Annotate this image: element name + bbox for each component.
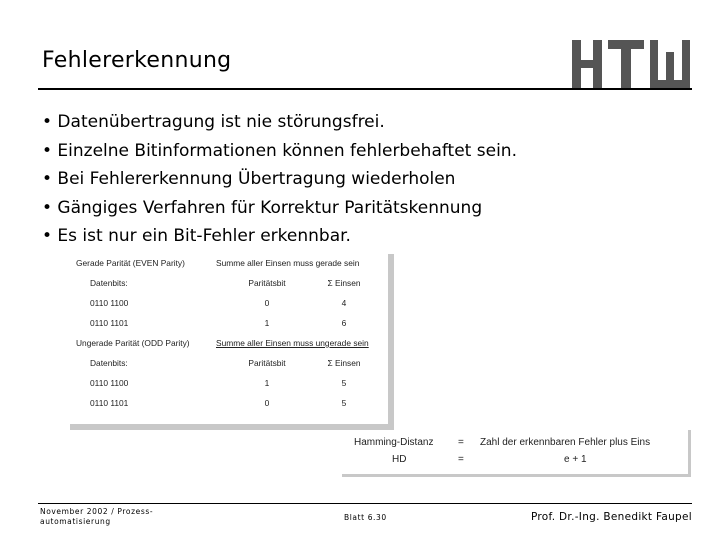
parity-cell: 0 [264,298,270,308]
table-row [70,298,388,312]
hd-formula: e + 1 [564,454,587,465]
odd-rule: Summe aller Einsen muss ungerade sein [216,338,369,348]
even-heading-row [70,258,388,272]
parity-table [70,254,394,430]
title-divider [38,88,692,90]
bullet-item: • Datenübertragung ist nie störungsfrei. [42,112,385,132]
bits-cell: 0110 1100 [90,378,129,388]
sum-cell: 5 [341,398,347,408]
even-rule: Summe aller Einsen muss gerade sein [216,258,360,268]
odd-heading-row [70,338,388,352]
even-heading: Gerade Parität (EVEN Parity) [76,258,185,268]
hd-equals: = [458,454,464,465]
bits-cell: 0110 1101 [90,398,129,408]
table-row [70,378,388,392]
parity-cell: 1 [264,378,270,388]
bullet-item: • Einzelne Bitinformationen können fehlerbehaftet sein. [42,140,517,161]
hamming-distance-box [342,430,691,477]
table-row [70,318,388,332]
odd-header-row [70,358,388,372]
bits-cell: 0110 1100 [90,298,129,308]
einsen-label: Σ Einsen [327,358,361,368]
datenbits-label: Datenbits: [90,278,128,288]
paritaetsbit-label: Paritätsbit [248,358,286,368]
footer-author: Prof. Dr.-Ing. Benedikt Faupel [530,511,692,523]
sum-cell: 4 [341,298,347,308]
footer-date-line2: automatisierung [40,517,111,526]
bullet-item: • Gängiges Verfahren für Korrektur Paritätskennung [42,197,483,218]
bullet-item: • Bei Fehlererkennung Übertragung wiederholen [42,169,456,189]
parity-cell: 1 [264,318,270,328]
htw-logo [570,38,692,90]
bullet-item: • Es ist nur ein Bit-Fehler erkennbar. [42,226,351,246]
footer-divider [38,503,692,504]
even-header-row [70,278,388,292]
paritaetsbit-label: Paritätsbit [248,278,286,288]
footer-date-line1: November 2002 / Prozess- [40,507,154,516]
datenbits-label: Datenbits: [90,358,128,368]
einsen-label: Σ Einsen [327,278,361,288]
sum-cell: 6 [341,318,347,328]
table-row [70,398,388,412]
bullet-list [42,108,682,251]
hamming-label: Hamming-Distanz [354,437,434,448]
bits-cell: 0110 1101 [90,318,129,328]
hamming-equals: = [458,437,464,448]
hd-symbol: HD [392,454,407,465]
odd-heading: Ungerade Parität (ODD Parity) [76,338,190,348]
hamming-definition: Zahl der erkennbaren Fehler plus Eins [480,437,651,448]
slide-title: Fehlererkennung [42,48,232,73]
parity-cell: 0 [264,398,270,408]
footer-page: Blatt 6.30 [344,513,387,522]
footer-date [40,507,180,527]
sum-cell: 5 [341,378,347,388]
